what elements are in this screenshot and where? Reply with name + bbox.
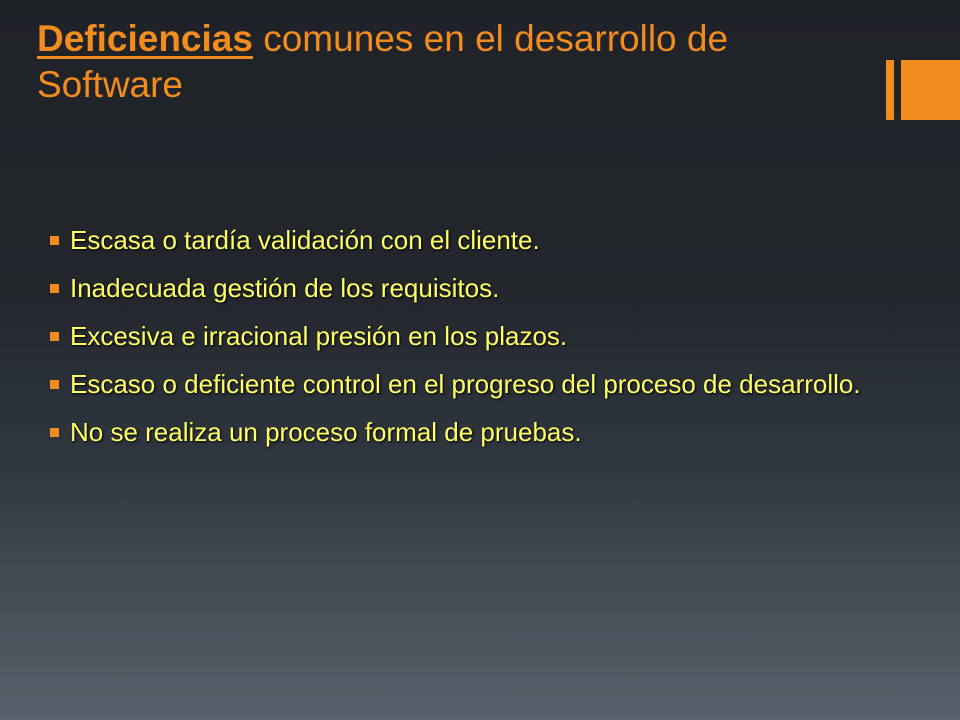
slide-title bbox=[37, 16, 857, 108]
bullet-text: Escaso o deficiente control en el progreso del proceso de desarrollo. bbox=[70, 369, 861, 399]
bullet-item bbox=[50, 272, 910, 305]
title-emphasis: Deficiencias bbox=[37, 18, 253, 59]
accent-bar-block bbox=[901, 60, 960, 120]
bullet-square-icon bbox=[50, 236, 59, 245]
bullet-text: Excesiva e irracional presión en los plazos. bbox=[70, 321, 568, 351]
bullet-square-icon bbox=[50, 332, 59, 341]
accent-bar-thin bbox=[886, 60, 894, 120]
bullet-square-icon bbox=[50, 380, 59, 389]
bullet-item bbox=[50, 320, 910, 353]
bullet-item bbox=[50, 416, 910, 449]
bullet-item bbox=[50, 224, 910, 257]
bullet-list bbox=[50, 224, 910, 464]
bullet-text: No se realiza un proceso formal de pruebas. bbox=[70, 417, 582, 447]
bullet-square-icon bbox=[50, 284, 59, 293]
bullet-text: Escasa o tardía validación con el cliente. bbox=[70, 225, 540, 255]
bullet-square-icon bbox=[50, 428, 59, 437]
title-rest: comunes en el desarrollo de Software bbox=[37, 18, 729, 105]
bullet-item bbox=[50, 368, 910, 401]
bullet-text: Inadecuada gestión de los requisitos. bbox=[70, 273, 500, 303]
